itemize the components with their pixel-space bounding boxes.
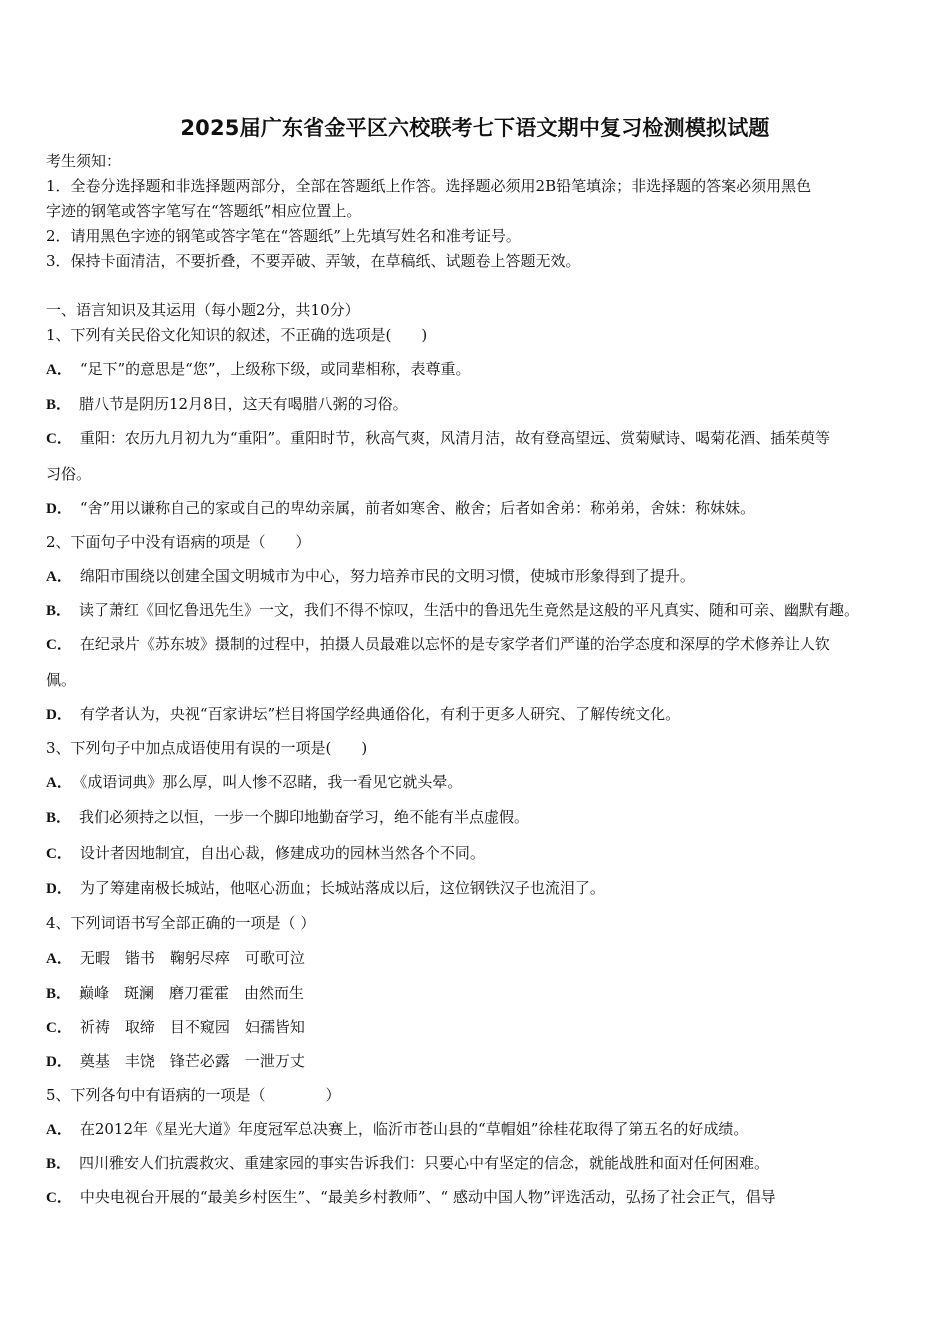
question-stem-5: 5、下列各句中有语病的一项是（ ） (46, 1086, 341, 1104)
option-text: 有学者认为，央视“百家讲坛”栏目将国学经典通俗化，有利于更多人研究、了解传统文化。 (79, 705, 681, 723)
q4-option-b (46, 983, 910, 1004)
option-key: B． (46, 1156, 72, 1172)
option-key: D． (46, 707, 72, 723)
option-text: 奠基 丰饶 锋芒必露 一泄万丈 (79, 1052, 305, 1070)
option-key: B． (46, 397, 72, 413)
q2-option-c (46, 634, 910, 655)
option-text: 设计者因地制宜，自出心裁，修建成功的园林当然各个不同。 (79, 844, 485, 862)
option-key: A． (46, 775, 72, 791)
option-text: 无暇 锴书 鞠躬尽瘁 可歌可泣 (79, 949, 305, 967)
question-stem-2: 2、下面句子中没有语病的项是（ ） (46, 533, 311, 551)
q2-option-b (46, 600, 910, 621)
q1-option-b (46, 394, 910, 415)
option-key: A． (46, 1122, 72, 1138)
option-text: “舍”用以谦称自己的家或自己的卑幼亲属，前者如寒舍、敝舍；后者如舍弟：称弟弟，舍妹：称妹妹。 (79, 499, 756, 517)
option-text: 中央电视台开展的“最美乡村医生”、“最美乡村教师”、“ 感动中国人物”评选活动，弘扬了社会正气，倡导 (79, 1188, 776, 1206)
option-key: A． (46, 569, 72, 585)
q3-option-d (46, 878, 910, 899)
q1-option-a (46, 359, 910, 380)
option-text: 重阳：农历九月初九为“重阳”。重阳时节，秋高气爽，风清月洁，故有登高望远、赏菊赋诗、喝菊花酒、插茱萸等 (79, 429, 831, 447)
option-key: D． (46, 501, 72, 517)
q2-option-d (46, 704, 910, 725)
option-key: C． (46, 431, 72, 447)
option-text: 《成语词典》那么厚，叫人惨不忍睹，我一看见它就头晕。 (79, 773, 463, 791)
option-text: 巅峰 斑澜 磨刀霍霍 由然而生 (79, 984, 305, 1002)
q1-option-c-cont: 习俗。 (46, 465, 92, 483)
document-title: 2025届广东省金平区六校联考七下语文期中复习检测模拟试题 (180, 116, 770, 140)
q5-option-b (46, 1153, 910, 1174)
notice-item: 字迹的钢笔或答字笔写在“答题纸”相应位置上。 (46, 202, 362, 220)
option-key: A． (46, 362, 72, 378)
option-key: B． (46, 603, 72, 619)
option-key: A． (46, 951, 72, 967)
option-text: 读了萧红《回忆鲁迅先生》一文，我们不得不惊叹，生活中的鲁迅先生竟然是这般的平凡真实、随和可亲、幽默有趣。 (79, 601, 860, 619)
q2-option-a (46, 566, 910, 587)
question-stem-1: 1、下列有关民俗文化知识的叙述，不正确的选项是( ) (46, 326, 428, 344)
option-key: B． (46, 810, 72, 826)
option-text: 四川雅安人们抗震救灾、重建家园的事实告诉我们：只要心中有坚定的信念，就能战胜和面对任何困难。 (79, 1154, 770, 1172)
notice-item: 2．请用黑色字迹的钢笔或答字笔在“答题纸”上先填写姓名和准考证号。 (46, 227, 521, 245)
q3-option-b (46, 807, 910, 828)
option-key: C． (46, 1020, 72, 1036)
option-text: 在2012年《星光大道》年度冠军总决赛上，临沂市苍山县的“草帽姐”徐桂花取得了第五名的好成绩。 (79, 1120, 749, 1138)
option-key: D． (46, 881, 72, 897)
option-text: 为了筹建南极长城站，他呕心沥血；长城站落成以后，这位钢铁汉子也流泪了。 (79, 879, 605, 897)
q1-option-d (46, 498, 910, 519)
notice-heading: 考生须知： (46, 152, 122, 170)
q4-option-c (46, 1017, 910, 1038)
option-text: 在纪录片《苏东坡》摄制的过程中，拍摄人员最难以忘怀的是专家学者们严谨的治学态度和深厚的学术修养让人钦 (79, 635, 830, 653)
q2-option-c-cont: 佩。 (46, 671, 77, 689)
option-key: D． (46, 1054, 72, 1070)
notice-item: 3．保持卡面清洁，不要折叠，不要弄破、弄皱，在草稿纸、试题卷上答题无效。 (46, 252, 581, 270)
option-text: 祈祷 取缔 目不窥园 妇孺皆知 (79, 1018, 305, 1036)
option-text: 我们必须持之以恒，一步一个脚印地勤奋学习，绝不能有半点虚假。 (79, 808, 530, 826)
option-text: 腊八节是阴历12月8日，这天有喝腊八粥的习俗。 (79, 395, 408, 413)
q5-option-c (46, 1187, 910, 1208)
option-key: C． (46, 1190, 72, 1206)
option-text: “足下”的意思是“您”，上级称下级，或同辈相称，表尊重。 (79, 360, 471, 378)
q1-option-c (46, 428, 910, 449)
notice-item: 1．全卷分选择题和非选择题两部分，全部在答题纸上作答。选择题必须用2B铅笔填涂；非选择题的答案必须用黑色 (46, 177, 812, 195)
q3-option-c (46, 843, 910, 864)
q4-option-d (46, 1051, 910, 1072)
q3-option-a (46, 772, 910, 793)
option-text: 绵阳市围绕以创建全国文明城市为中心，努力培养市民的文明习惯，使城市形象得到了提升。 (79, 567, 695, 585)
q5-option-a (46, 1119, 910, 1140)
question-stem-4: 4、下列词语书写全部正确的一项是（ ） (46, 914, 316, 932)
option-key: C． (46, 846, 72, 862)
option-key: C． (46, 637, 72, 653)
option-key: B． (46, 986, 72, 1002)
question-stem-3: 3、下列句子中加点成语使用有误的一项是( ) (46, 739, 368, 757)
q4-option-a (46, 948, 910, 969)
section-heading: 一、语言知识及其运用（每小题2分，共10分） (46, 301, 360, 319)
